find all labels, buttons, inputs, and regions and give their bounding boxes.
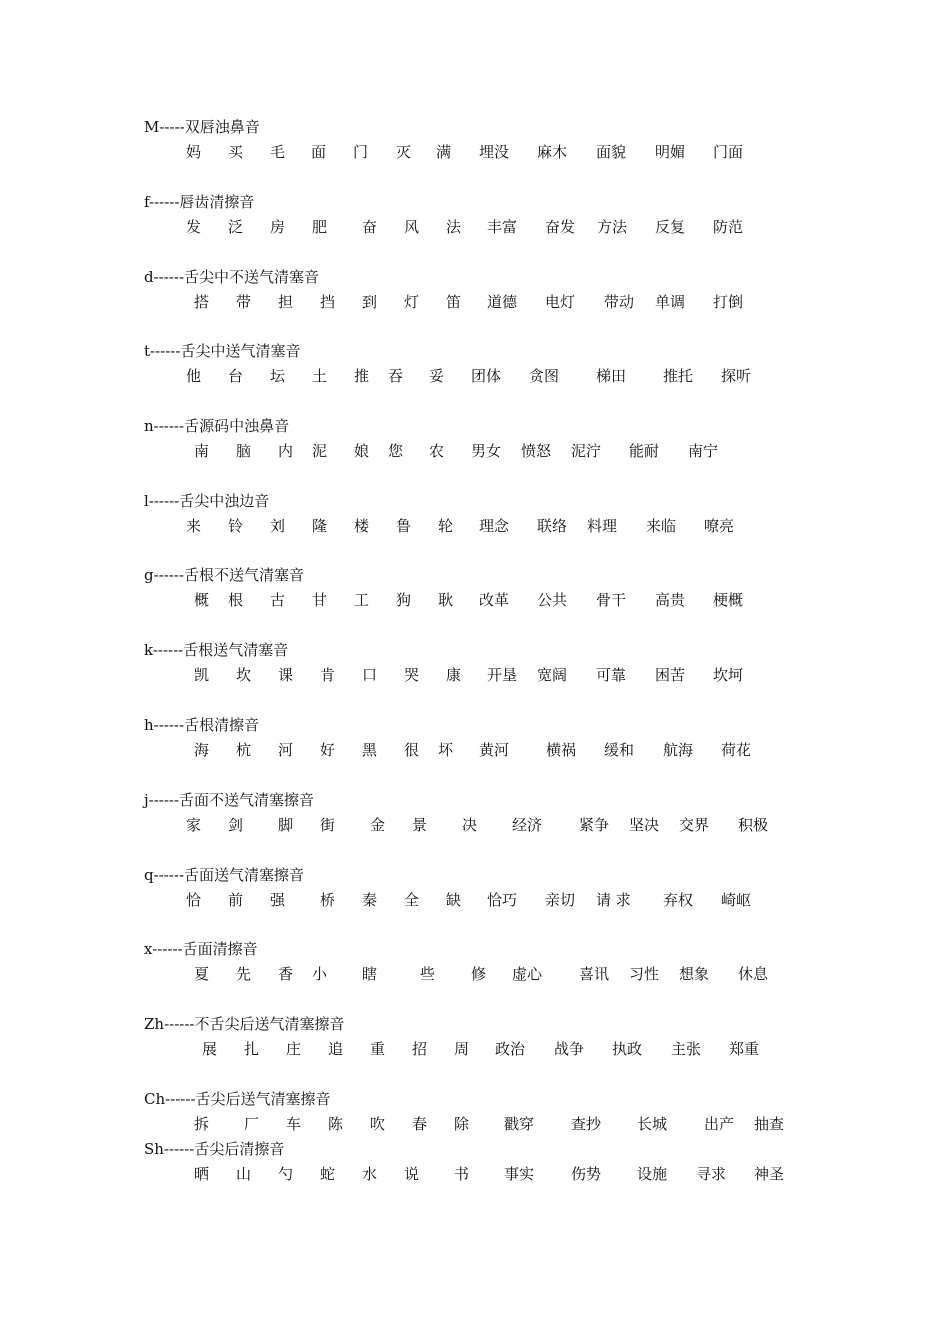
example-word: 街 — [320, 816, 336, 834]
example-word: 伤势 — [571, 1165, 602, 1183]
example-word: 习性 — [629, 965, 660, 983]
example-word: 挡 — [320, 293, 336, 311]
example-word: 决 — [462, 816, 478, 834]
example-word: 恰 — [186, 891, 202, 909]
example-word: 梗概 — [713, 591, 744, 609]
example-word: 休息 — [738, 965, 769, 983]
example-word: 改革 — [479, 591, 510, 609]
example-word: 海 — [194, 741, 210, 759]
example-word: 面貌 — [596, 143, 627, 161]
example-word: 亲切 — [545, 891, 576, 909]
example-word: 黑 — [362, 741, 378, 759]
example-word: 肥 — [312, 218, 328, 236]
example-word: 查抄 — [571, 1115, 602, 1133]
example-word: 泥 — [312, 442, 328, 460]
example-word: 桥 — [320, 891, 336, 909]
example-words-row — [0, 891, 950, 909]
example-word: 前 — [228, 891, 244, 909]
example-word: 厂 — [244, 1115, 260, 1133]
example-word: 书 — [454, 1165, 470, 1183]
example-word: 家 — [186, 816, 202, 834]
example-word: 恰巧 — [487, 891, 518, 909]
example-word: 甘 — [312, 591, 328, 609]
example-word: 理念 — [479, 517, 510, 535]
example-word: 丰富 — [487, 218, 518, 236]
example-word: 缓和 — [604, 741, 635, 759]
example-word: 战争 — [554, 1040, 585, 1058]
example-words-row — [0, 591, 950, 609]
example-word: 夏 — [194, 965, 210, 983]
example-word: 坎坷 — [713, 666, 744, 684]
example-word: 周 — [454, 1040, 470, 1058]
section-heading: t------舌尖中送气清塞音 — [144, 342, 301, 360]
example-word: 土 — [312, 367, 328, 385]
example-word: 可靠 — [596, 666, 627, 684]
example-word: 虚心 — [512, 965, 543, 983]
example-word: 长城 — [637, 1115, 668, 1133]
example-word: 弃权 — [663, 891, 694, 909]
example-word: 带动 — [604, 293, 635, 311]
example-word: 先 — [236, 965, 252, 983]
example-word: 很 — [404, 741, 420, 759]
example-word: 担 — [278, 293, 294, 311]
example-word: 河 — [278, 741, 294, 759]
example-word: 蛇 — [320, 1165, 336, 1183]
example-word: 古 — [270, 591, 286, 609]
example-word: 展 — [202, 1040, 218, 1058]
example-word: 鲁 — [396, 517, 412, 535]
example-word: 陈 — [328, 1115, 344, 1133]
example-word: 发 — [186, 218, 202, 236]
example-word: 全 — [404, 891, 420, 909]
example-word: 来 — [186, 517, 202, 535]
example-word: 坛 — [270, 367, 286, 385]
example-words-row — [0, 442, 950, 460]
example-word: 电灯 — [545, 293, 576, 311]
section-heading: M-----双唇浊鼻音 — [144, 118, 260, 136]
example-word: 狗 — [396, 591, 412, 609]
example-word: 课 — [278, 666, 294, 684]
example-words-row — [0, 1165, 950, 1183]
example-word: 剑 — [228, 816, 244, 834]
example-word: 奋 — [362, 218, 378, 236]
example-word: 单调 — [655, 293, 686, 311]
example-word: 凯 — [194, 666, 210, 684]
example-word: 团体 — [471, 367, 502, 385]
section-heading: k------舌根送气清塞音 — [144, 641, 289, 659]
example-word: 脚 — [278, 816, 294, 834]
example-word: 脑 — [236, 442, 252, 460]
example-word: 招 — [412, 1040, 428, 1058]
example-word: 买 — [228, 143, 244, 161]
example-word: 扎 — [244, 1040, 260, 1058]
example-word: 口 — [362, 666, 378, 684]
example-words-row — [0, 367, 950, 385]
example-word: 坏 — [438, 741, 454, 759]
example-word: 打倒 — [713, 293, 744, 311]
example-word: 紧争 — [579, 816, 610, 834]
example-word: 重 — [370, 1040, 386, 1058]
example-word: 带 — [236, 293, 252, 311]
example-word: 拆 — [194, 1115, 210, 1133]
example-word: 小 — [312, 965, 328, 983]
example-word: 春 — [412, 1115, 428, 1133]
example-word: 能耐 — [629, 442, 660, 460]
example-word: 哭 — [404, 666, 420, 684]
section-heading: g------舌根不送气清塞音 — [144, 566, 305, 584]
example-word: 水 — [362, 1165, 378, 1183]
example-word: 台 — [228, 367, 244, 385]
example-word: 麻木 — [537, 143, 568, 161]
example-word: 探听 — [721, 367, 752, 385]
example-word: 康 — [446, 666, 462, 684]
example-word: 荷花 — [721, 741, 752, 759]
example-words-row — [0, 741, 950, 759]
example-word: 联络 — [537, 517, 568, 535]
example-word: 秦 — [362, 891, 378, 909]
example-word: 梯田 — [596, 367, 627, 385]
example-word: 来临 — [646, 517, 677, 535]
example-word: 神圣 — [754, 1165, 785, 1183]
example-word: 根 — [228, 591, 244, 609]
example-words-row — [0, 517, 950, 535]
example-words-row — [0, 965, 950, 983]
example-word: 毛 — [270, 143, 286, 161]
example-word: 埋没 — [479, 143, 510, 161]
example-word: 主张 — [671, 1040, 702, 1058]
example-word: 吹 — [370, 1115, 386, 1133]
example-word: 笛 — [446, 293, 462, 311]
example-word: 愤怒 — [521, 442, 552, 460]
example-word: 门面 — [713, 143, 744, 161]
example-word: 晒 — [194, 1165, 210, 1183]
example-word: 想象 — [679, 965, 710, 983]
example-word: 郑重 — [729, 1040, 760, 1058]
example-words-row — [0, 1040, 950, 1058]
section-heading: h------舌根清擦音 — [144, 716, 260, 734]
example-word: 男女 — [471, 442, 502, 460]
example-word: 骨干 — [596, 591, 627, 609]
example-word: 设施 — [637, 1165, 668, 1183]
example-word: 崎岖 — [721, 891, 752, 909]
example-word: 宽阔 — [537, 666, 568, 684]
example-word: 奋发 — [545, 218, 576, 236]
example-word: 满 — [436, 143, 452, 161]
example-word: 泛 — [228, 218, 244, 236]
example-word: 肯 — [320, 666, 336, 684]
example-word: 交界 — [679, 816, 710, 834]
example-word: 娘 — [354, 442, 370, 460]
example-word: 除 — [454, 1115, 470, 1133]
example-word: 风 — [404, 218, 420, 236]
example-word: 妈 — [186, 143, 202, 161]
example-word: 您 — [388, 442, 404, 460]
example-word: 刘 — [270, 517, 286, 535]
example-word: 景 — [412, 816, 428, 834]
example-word: 横祸 — [546, 741, 577, 759]
example-word: 灯 — [404, 293, 420, 311]
section-heading: q------舌面送气清塞擦音 — [144, 866, 305, 884]
section-heading: Sh------舌尖后清擦音 — [144, 1140, 285, 1158]
example-word: 强 — [270, 891, 286, 909]
example-word: 方法 — [597, 218, 628, 236]
example-word: 好 — [320, 741, 336, 759]
example-word: 内 — [278, 442, 294, 460]
example-word: 些 — [420, 965, 436, 983]
example-words-row — [0, 816, 950, 834]
example-word: 公共 — [537, 591, 568, 609]
section-heading: l------舌尖中浊边音 — [144, 492, 270, 510]
example-word: 泥泞 — [571, 442, 602, 460]
example-word: 吞 — [388, 367, 404, 385]
section-heading: n------舌源码中浊鼻音 — [144, 417, 290, 435]
example-word: 黄河 — [479, 741, 510, 759]
example-word: 瞎 — [362, 965, 378, 983]
example-word: 推 — [354, 367, 370, 385]
example-word: 喜讯 — [579, 965, 610, 983]
example-words-row — [0, 293, 950, 311]
example-word: 香 — [278, 965, 294, 983]
example-word: 开垦 — [487, 666, 518, 684]
example-word: 高贵 — [655, 591, 686, 609]
example-word: 戳穿 — [504, 1115, 535, 1133]
example-word: 他 — [186, 367, 202, 385]
example-word: 庄 — [286, 1040, 302, 1058]
example-words-row — [0, 1115, 950, 1133]
example-word: 耿 — [438, 591, 454, 609]
example-word: 道德 — [487, 293, 518, 311]
example-word: 楼 — [354, 517, 370, 535]
section-heading: d------舌尖中不送气清塞音 — [144, 268, 320, 286]
example-word: 追 — [328, 1040, 344, 1058]
example-word: 坚决 — [629, 816, 660, 834]
example-word: 缺 — [446, 891, 462, 909]
example-word: 积极 — [738, 816, 769, 834]
example-word: 车 — [286, 1115, 302, 1133]
example-word: 概 — [194, 591, 210, 609]
example-word: 困苦 — [655, 666, 686, 684]
example-words-row — [0, 143, 950, 161]
example-word: 贪图 — [529, 367, 560, 385]
section-heading: f------唇齿清擦音 — [144, 193, 255, 211]
example-word: 请 求 — [596, 891, 631, 909]
example-word: 坎 — [236, 666, 252, 684]
example-word: 寻求 — [696, 1165, 727, 1183]
example-words-row — [0, 218, 950, 236]
example-words-row — [0, 666, 950, 684]
section-heading: x------舌面清擦音 — [144, 940, 258, 958]
example-word: 事实 — [504, 1165, 535, 1183]
example-word: 到 — [362, 293, 378, 311]
example-word: 勺 — [278, 1165, 294, 1183]
example-word: 抽查 — [754, 1115, 785, 1133]
example-word: 房 — [270, 218, 286, 236]
example-word: 政治 — [495, 1040, 526, 1058]
example-word: 隆 — [312, 517, 328, 535]
section-heading: Zh------不舌尖后送气清塞擦音 — [144, 1015, 345, 1033]
example-word: 嘹亮 — [704, 517, 735, 535]
example-word: 执政 — [612, 1040, 643, 1058]
example-word: 山 — [236, 1165, 252, 1183]
example-word: 妥 — [429, 367, 445, 385]
example-word: 杭 — [236, 741, 252, 759]
example-word: 门 — [353, 143, 369, 161]
example-word: 南 — [194, 442, 210, 460]
example-word: 出产 — [704, 1115, 735, 1133]
example-word: 轮 — [438, 517, 454, 535]
example-word: 说 — [404, 1165, 420, 1183]
example-word: 铃 — [228, 517, 244, 535]
example-word: 推托 — [663, 367, 694, 385]
example-word: 航海 — [663, 741, 694, 759]
example-word: 经济 — [512, 816, 543, 834]
example-word: 修 — [471, 965, 487, 983]
example-word: 明媚 — [655, 143, 686, 161]
example-word: 灭 — [396, 143, 412, 161]
example-word: 南宁 — [688, 442, 719, 460]
example-word: 农 — [429, 442, 445, 460]
section-heading: j------舌面不送气清塞擦音 — [144, 791, 315, 809]
example-word: 金 — [370, 816, 386, 834]
section-heading: Ch------舌尖后送气清塞擦音 — [144, 1090, 331, 1108]
example-word: 搭 — [194, 293, 210, 311]
example-word: 面 — [311, 143, 327, 161]
example-word: 料理 — [587, 517, 618, 535]
example-word: 工 — [354, 591, 370, 609]
example-word: 法 — [446, 218, 462, 236]
example-word: 防范 — [713, 218, 744, 236]
example-word: 反复 — [655, 218, 686, 236]
